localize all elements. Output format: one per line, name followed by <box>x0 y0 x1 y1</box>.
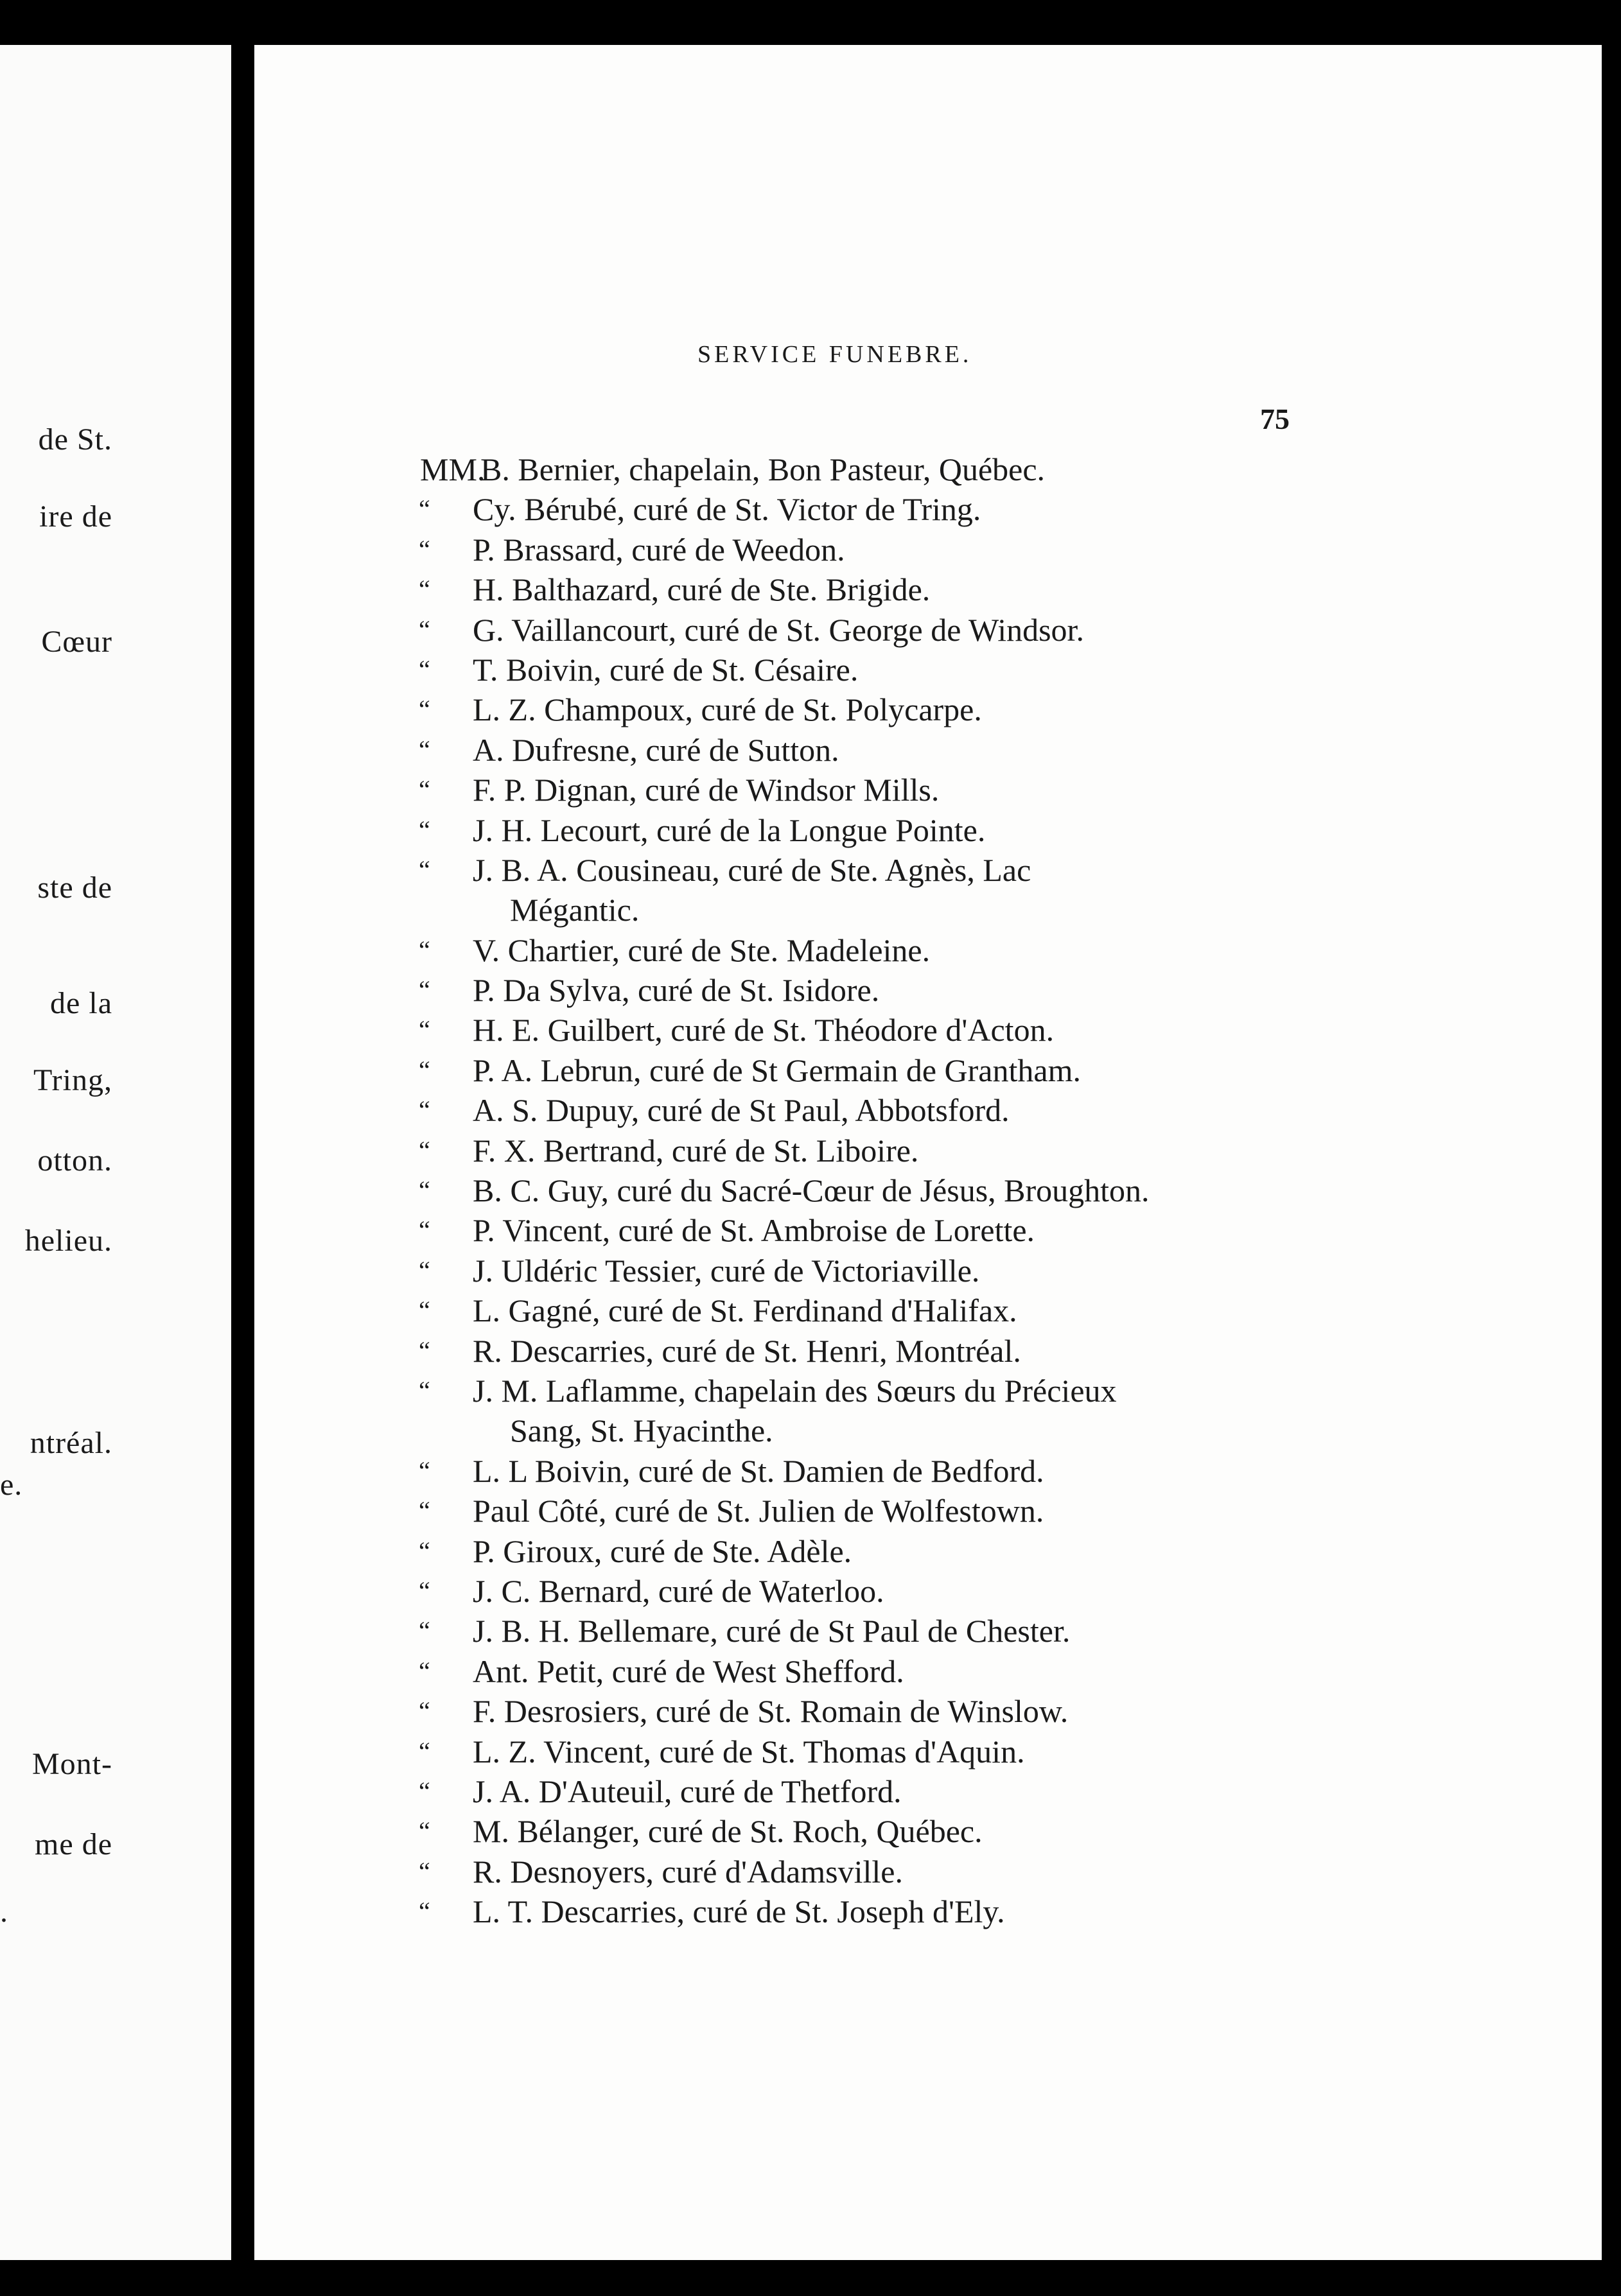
left-page <box>0 45 231 2260</box>
left-page-fragment: me de <box>35 1827 112 1861</box>
entry-text <box>473 1010 1563 1050</box>
entry-text <box>473 1491 1563 1531</box>
entry-text <box>473 1691 1563 1731</box>
left-page-fragment: ire de <box>39 500 112 534</box>
list-item <box>254 1811 1602 1851</box>
entry-line: J. C. Bernard, curé de Waterloo. <box>473 1572 884 1609</box>
list-item <box>254 1131 1602 1170</box>
entry-line: P. Vincent, curé de St. Ambroise de Lorette. <box>473 1212 1035 1249</box>
ditto-mark: “ <box>419 935 430 964</box>
left-page-fragment: helieu. <box>24 1224 112 1258</box>
list-item <box>254 1371 1602 1451</box>
entry-line: V. Chartier, curé de Ste. Madeleine. <box>473 932 931 968</box>
list-item <box>254 930 1602 970</box>
list-item <box>254 1732 1602 1771</box>
entry-text <box>473 1090 1563 1130</box>
entry-text <box>473 1771 1563 1811</box>
ditto-mark: “ <box>419 855 430 884</box>
entry-line: A. Dufresne, curé de Sutton. <box>473 731 839 768</box>
honorific-prefix: MM. <box>420 451 486 487</box>
entry-text <box>473 930 1563 970</box>
ditto-mark: “ <box>419 1496 430 1526</box>
entry-line: Ant. Petit, curé de West Shefford. <box>473 1653 904 1689</box>
entry-line: P. Brassard, curé de Weedon. <box>473 531 845 568</box>
right-page <box>254 45 1602 2260</box>
ditto-mark: “ <box>419 494 430 524</box>
list-item <box>254 1852 1602 1892</box>
ditto-mark: “ <box>419 1616 430 1646</box>
entry-text <box>480 449 1563 489</box>
list-item <box>254 449 1602 489</box>
entry-line: F. X. Bertrand, curé de St. Liboire. <box>473 1132 919 1169</box>
left-page-fragment: ste de <box>37 871 112 905</box>
ditto-mark: “ <box>419 695 430 724</box>
ditto-mark: “ <box>419 1736 430 1766</box>
entry-text <box>473 1651 1563 1691</box>
ditto-mark: “ <box>419 654 430 684</box>
list-item <box>254 1651 1602 1691</box>
page-number: 75 <box>1260 403 1290 435</box>
entry-text <box>473 1811 1563 1851</box>
entry-text <box>473 1611 1563 1651</box>
entry-line: L. Z. Vincent, curé de St. Thomas d'Aquin. <box>473 1733 1025 1770</box>
entry-text <box>473 970 1563 1010</box>
entry-line: T. Boivin, curé de St. Césaire. <box>473 651 859 688</box>
entry-line: F. P. Dignan, curé de Windsor Mills. <box>473 772 940 808</box>
entry-line: J. M. Laflamme, chapelain des Sœurs du Précieux <box>473 1373 1117 1409</box>
ditto-mark: “ <box>419 1376 430 1405</box>
ditto-mark: “ <box>419 1696 430 1726</box>
ditto-mark: “ <box>419 1856 430 1886</box>
list-item <box>254 1251 1602 1291</box>
ditto-mark: “ <box>419 1335 430 1365</box>
entry-line: P. Giroux, curé de Ste. Adèle. <box>473 1533 852 1569</box>
ditto-mark: “ <box>419 1456 430 1485</box>
entry-text <box>473 1892 1563 1931</box>
entry-line: B. C. Guy, curé du Sacré-Cœur de Jésus, Broughton. <box>473 1172 1150 1209</box>
entry-line: M. Bélanger, curé de St. Roch, Québec. <box>473 1813 983 1850</box>
entry-line: A. S. Dupuy, curé de St Paul, Abbotsford. <box>473 1092 1010 1129</box>
left-page-fragment: Tring, <box>33 1063 112 1097</box>
entry-text <box>473 770 1563 810</box>
entry-text <box>473 489 1563 529</box>
list-item <box>254 690 1602 729</box>
list-item <box>254 1090 1602 1130</box>
entry-line: F. Desrosiers, curé de St. Romain de Winslow. <box>473 1693 1069 1730</box>
list-item <box>254 1611 1602 1651</box>
book-gutter <box>231 0 254 2296</box>
entry-line: G. Vaillancourt, curé de St. George de Windsor. <box>473 611 1084 648</box>
left-page-fragment: . <box>0 1895 8 1929</box>
left-page-fragment: Mont- <box>32 1747 112 1781</box>
left-page-fragment: e. <box>0 1468 23 1502</box>
ditto-mark: “ <box>419 614 430 644</box>
ditto-mark: “ <box>419 1296 430 1325</box>
list-item <box>254 1771 1602 1811</box>
entry-line: J. A. D'Auteuil, curé de Thetford. <box>473 1773 902 1809</box>
ditto-mark: “ <box>419 534 430 564</box>
entry-line: L. Z. Champoux, curé de St. Polycarpe. <box>473 691 982 728</box>
entry-text <box>473 1291 1563 1330</box>
ditto-mark: “ <box>419 1576 430 1605</box>
entry-text <box>473 1371 1563 1450</box>
entry-continuation: Mégantic. <box>510 891 640 928</box>
entry-text <box>473 570 1563 609</box>
entry-text <box>473 530 1563 570</box>
entry-line: R. Descarries, curé de St. Henri, Montréal. <box>473 1332 1021 1369</box>
ditto-mark: “ <box>419 775 430 804</box>
list-item <box>254 970 1602 1010</box>
ditto-mark: “ <box>419 735 430 764</box>
entry-text <box>473 1531 1563 1571</box>
left-page-fragment: otton. <box>37 1144 112 1178</box>
entry-line: P. A. Lebrun, curé de St Germain de Grantham. <box>473 1052 1081 1088</box>
entry-text <box>473 810 1563 850</box>
list-item <box>254 1010 1602 1050</box>
ditto-mark: “ <box>419 1135 430 1165</box>
list-item <box>254 1170 1602 1210</box>
entry-line: Cy. Bérubé, curé de St. Victor de Tring. <box>473 491 981 528</box>
list-item <box>254 810 1602 850</box>
ditto-mark: “ <box>419 575 430 604</box>
entry-line: Paul Côté, curé de St. Julien de Wolfestown. <box>473 1493 1044 1529</box>
entry-line: H. Balthazard, curé de Ste. Brigide. <box>473 571 931 608</box>
entry-text <box>473 1732 1563 1771</box>
left-page-fragment: de la <box>50 986 112 1020</box>
entry-text <box>473 1852 1563 1892</box>
entry-text <box>473 1170 1563 1210</box>
ditto-mark: “ <box>419 1095 430 1125</box>
list-item <box>254 1210 1602 1250</box>
ditto-mark: “ <box>419 1656 430 1685</box>
left-page-fragment: Cœur <box>41 625 112 659</box>
ditto-mark: “ <box>419 1816 430 1846</box>
left-page-fragment: de St. <box>38 422 112 457</box>
entry-line: J. B. H. Bellemare, curé de St Paul de Chester. <box>473 1613 1071 1649</box>
entry-text <box>473 1251 1563 1291</box>
entry-text <box>473 650 1563 690</box>
ditto-mark: “ <box>419 1015 430 1045</box>
list-item <box>254 1331 1602 1371</box>
entry-line: B. Bernier, chapelain, Bon Pasteur, Québec. <box>480 451 1046 487</box>
list-item <box>254 1892 1602 1931</box>
list-item <box>254 850 1602 930</box>
ditto-mark: “ <box>419 1055 430 1084</box>
entry-text <box>473 690 1563 729</box>
entry-line: R. Desnoyers, curé d'Adamsville. <box>473 1853 903 1890</box>
ditto-mark: “ <box>419 1176 430 1205</box>
entry-text <box>473 730 1563 770</box>
entry-line: H. E. Guilbert, curé de St. Théodore d'Acton. <box>473 1012 1055 1048</box>
ditto-mark: “ <box>419 1897 430 1926</box>
entry-line: L. T. Descarries, curé de St. Joseph d'Ely. <box>473 1893 1005 1930</box>
entry-line: P. Da Sylva, curé de St. Isidore. <box>473 972 880 1009</box>
list-item <box>254 1451 1602 1491</box>
entry-continuation: Sang, St. Hyacinthe. <box>510 1413 773 1448</box>
list-item <box>254 770 1602 810</box>
list-item <box>254 1691 1602 1731</box>
list-item <box>254 730 1602 770</box>
entry-line: L. Gagné, curé de St. Ferdinand d'Halifax. <box>473 1292 1017 1329</box>
entry-text <box>473 1050 1563 1090</box>
left-page-fragment: ntréal. <box>30 1426 112 1460</box>
ditto-mark: “ <box>419 1255 430 1285</box>
entry-text <box>473 1451 1563 1491</box>
list-item <box>254 489 1602 529</box>
entry-text <box>473 1331 1563 1371</box>
entry-line: J. H. Lecourt, curé de la Longue Pointe. <box>473 812 986 848</box>
list-item <box>254 530 1602 570</box>
list-item <box>254 1531 1602 1571</box>
ditto-mark: “ <box>419 1536 430 1565</box>
entry-line: L. L Boivin, curé de St. Damien de Bedford. <box>473 1452 1044 1489</box>
list-item <box>254 1491 1602 1531</box>
list-item <box>254 610 1602 650</box>
list-item <box>254 1291 1602 1330</box>
entry-line: J. B. A. Cousineau, curé de Ste. Agnès, Lac <box>473 851 1031 888</box>
entry-text <box>473 850 1563 930</box>
list-item <box>254 570 1602 609</box>
ditto-mark: “ <box>419 1776 430 1805</box>
ditto-mark: “ <box>419 815 430 844</box>
list-item <box>254 650 1602 690</box>
entry-text <box>473 1131 1563 1170</box>
list-item <box>254 1571 1602 1611</box>
running-header: SERVICE FUNEBRE. <box>697 341 972 368</box>
entry-line: J. Uldéric Tessier, curé de Victoriaville. <box>473 1252 980 1289</box>
entry-text <box>473 610 1563 650</box>
entry-text <box>473 1210 1563 1250</box>
clergy-list <box>254 449 1602 1931</box>
ditto-mark: “ <box>419 975 430 1005</box>
entry-text <box>473 1571 1563 1611</box>
list-item <box>254 1050 1602 1090</box>
ditto-mark: “ <box>419 1215 430 1245</box>
